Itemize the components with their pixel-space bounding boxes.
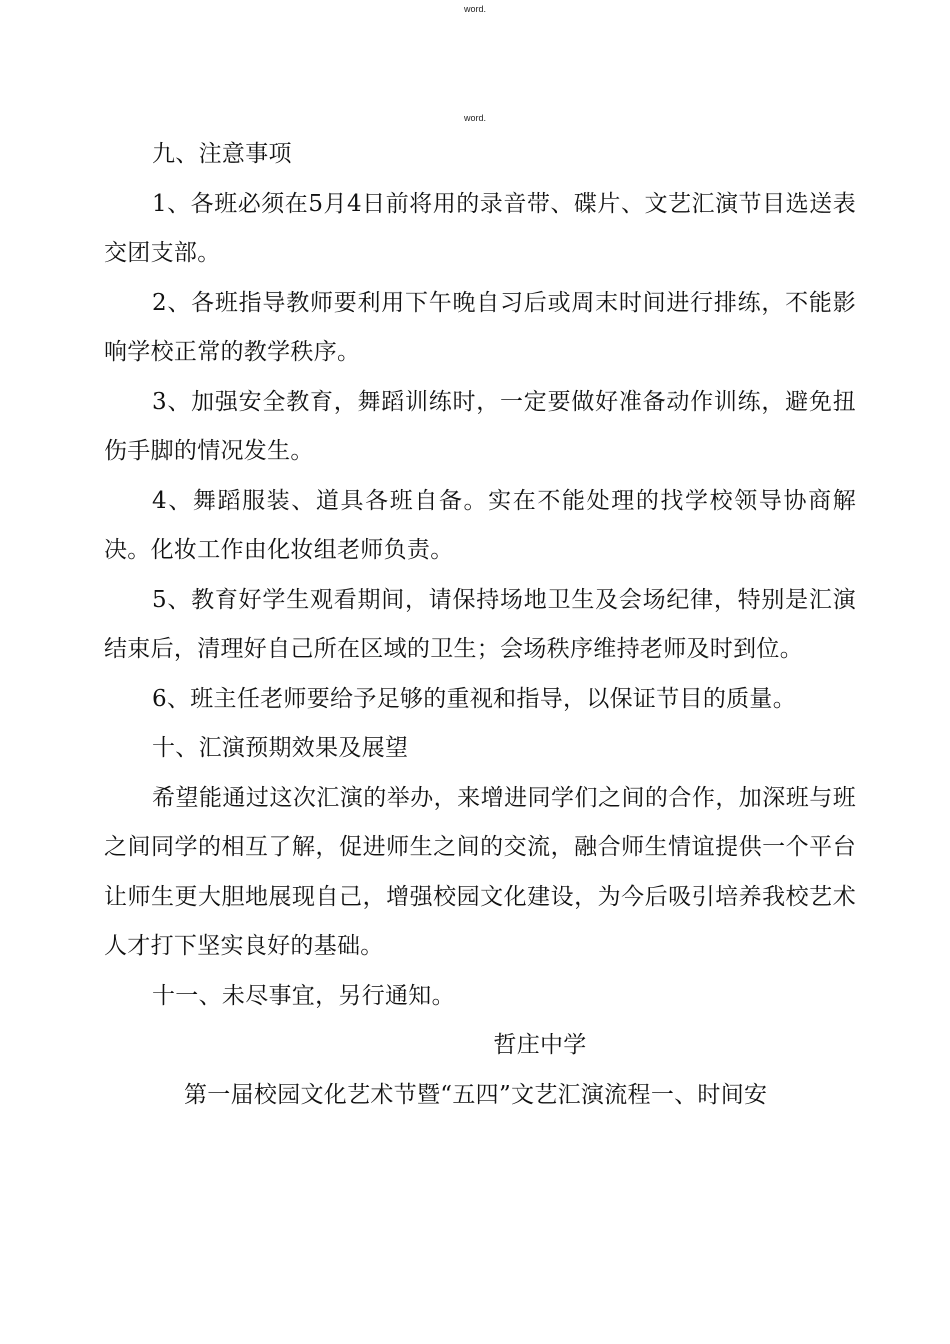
section-9-title: 九、注意事项 [152,141,292,167]
document-body [104,130,856,1120]
notice-item-1: 1、各班必须在5月4日前将用的录音带、碟片、文艺汇演节目选送表交团支部。 [104,190,856,266]
section-header-label: word. [463,113,486,123]
notice-item-4: 4、舞蹈服装、道具各班自备。实在不能处理的找学校领导协商解决。化妆工作由化妆组老师负责。 [104,487,856,563]
school-signature: 哲庄中学 [493,1032,587,1058]
section-10-title: 十、汇演预期效果及展望 [152,735,409,761]
next-document-title: 第一届校园文化艺术节暨“五四”文艺汇演流程一、时间安 [184,1081,768,1108]
notice-item-3: 3、加强安全教育，舞蹈训练时，一定要做好准备动作训练，避免扭伤手脚的情况发生。 [104,388,856,464]
notice-item-6: 6、班主任老师要给予足够的重视和指导，以保证节目的质量。 [152,685,797,712]
section-11: 十一、未尽事宜，另行通知。 [152,982,455,1009]
notice-item-5: 5、教育好学生观看期间，请保持场地卫生及会场纪律，特别是汇演结束后，清理好自己所在区域的卫生；会场秩序维持老师及时到位。 [104,586,856,662]
notice-item-2: 2、各班指导教师要利用下午晚自习后或周末时间进行排练，不能影响学校正常的教学秩序。 [104,289,856,365]
section-10-body: 希望能通过这次汇演的举办，来增进同学们之间的合作，加深班与班之间同学的相互了解，促进师生之间的交流，融合师生情谊提供一个平台让师生更大胆地展现自己，增强校园文化建设，为今后吸引培养我校艺术人才打下坚实良好的基础。 [104,784,856,959]
page-header-label: word. [463,4,486,14]
